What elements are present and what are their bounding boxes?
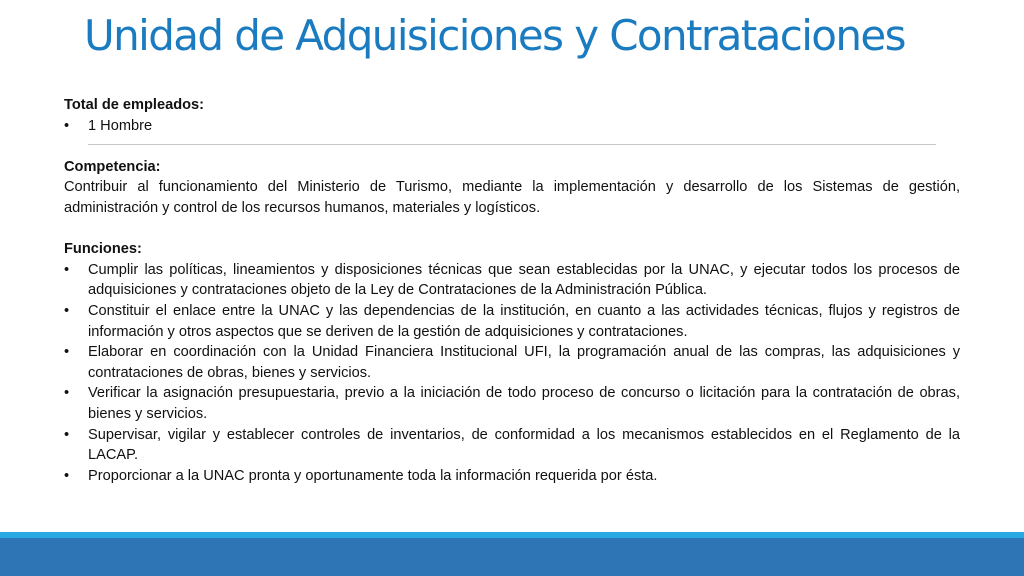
list-item: • Constituir el enlace entre la UNAC y las dependencias de la institución, en cuanto a las actividades técnicas, flujos y registros de información y otros aspectos que se deriven de la gestión de adquisiciones y contrataciones. — [64, 301, 960, 342]
competence-heading: Competencia: — [64, 158, 161, 175]
slide-body — [64, 95, 960, 486]
spacer — [64, 136, 960, 157]
list-item: • Proporcionar a la UNAC pronta y oportunamente toda la información requerida por ésta. — [64, 466, 960, 487]
competence-text: Contribuir al funcionamiento del Ministerio de Turismo, mediante la implementación y desarrollo de los Sistemas de gestión, administración y control de los recursos humanos, materiales y logísticos. — [64, 179, 960, 216]
list-item: • Supervisar, vigilar y establecer controles de inventarios, de conformidad a los mecanismos establecidos en el Reglamento de la LACAP. — [64, 425, 960, 466]
spacer — [64, 219, 960, 240]
list-item: • Verificar la asignación presupuestaria, previo a la iniciación de todo proceso de concurso o licitación para la contratación de obras, bienes y servicios. — [64, 383, 960, 424]
list-item: • Elaborar en coordinación con la Unidad Financiera Institucional UFI, la programación anual de las compras, las adquisiciones y contrataciones de obras, bienes y servicios. — [64, 342, 960, 383]
footer-bar — [0, 538, 1024, 576]
functions-heading: Funciones: — [64, 241, 142, 258]
employees-heading: Total de empleados: — [64, 97, 205, 113]
slide-title: Unidad de Adquisiciones y Contrataciones — [84, 11, 905, 60]
list-item: • 1 Hombre — [64, 116, 960, 137]
functions-list — [64, 260, 960, 487]
employees-list — [64, 116, 960, 137]
list-item: • Cumplir las políticas, lineamientos y disposiciones técnicas que sean establecidas por la UNAC, y ejecutar todos los procesos de adquisiciones y contrataciones objeto de la Ley de Contrataciones de la Administración Pública. — [64, 260, 960, 301]
